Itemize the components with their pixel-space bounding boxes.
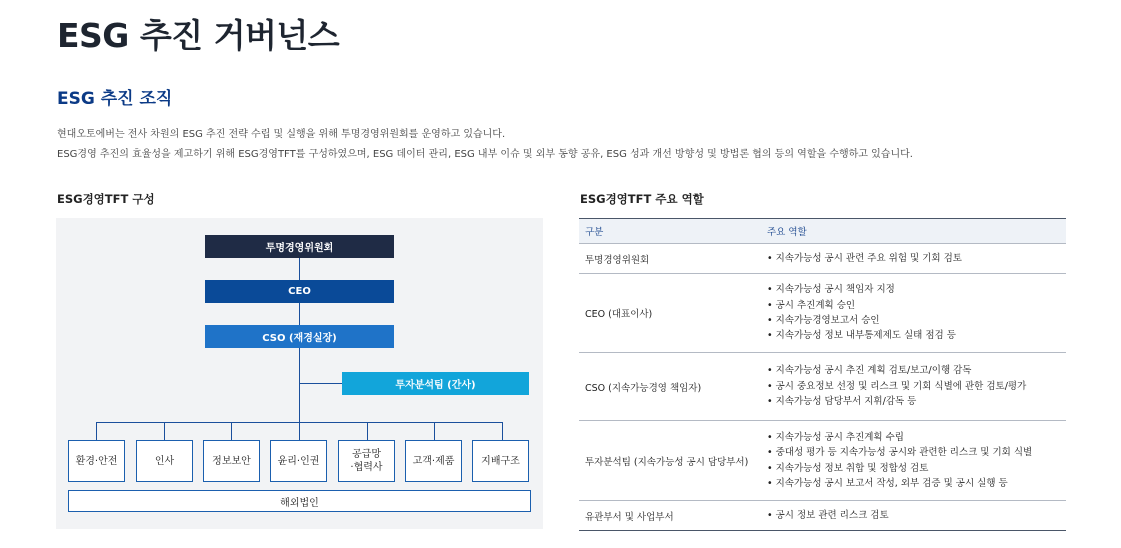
division-cell: 투자분석팀 (지속가능성 공시 담당부서) <box>579 421 761 501</box>
column-header-division: 구분 <box>579 219 761 244</box>
role-item: • 지속가능성 정보 취합 및 정합성 검토 <box>767 461 1060 476</box>
roles-table-title: ESG경영TFT 주요 역할 <box>580 192 704 206</box>
role-item: • 공시 중요정보 선정 및 리스크 및 기회 식별에 관한 검토/평가 <box>767 379 1060 394</box>
org-dept-customer-product: 고객·제품 <box>405 440 462 482</box>
table-row <box>579 353 1066 421</box>
roles-cell <box>761 421 1066 501</box>
intro-text <box>57 125 913 165</box>
role-item: • 지속가능성 공시 추진계획 수립 <box>767 430 1060 445</box>
table-row <box>579 421 1066 501</box>
role-item: • 중대성 평가 등 지속가능성 공시와 관련한 리스크 및 기회 식별 <box>767 445 1060 460</box>
division-cell: CSO (지속가능경영 책임자) <box>579 353 761 421</box>
role-item: • 지속가능성 담당부서 지휘/감독 등 <box>767 394 1060 409</box>
org-dept-governance: 지배구조 <box>472 440 529 482</box>
connector-line <box>96 422 502 423</box>
org-node-committee: 투명경영위원회 <box>205 235 394 258</box>
roles-cell <box>761 501 1066 531</box>
table-row <box>579 274 1066 353</box>
column-header-roles: 주요 역할 <box>761 219 1066 244</box>
division-cell: 유관부서 및 사업부서 <box>579 501 761 531</box>
table-row <box>579 244 1066 274</box>
connector-line <box>96 422 97 440</box>
org-node-investment-team: 투자분석팀 (간사) <box>342 372 529 395</box>
org-dept-info-security: 정보보안 <box>203 440 260 482</box>
org-node-ceo: CEO <box>205 280 394 303</box>
connector-line <box>299 383 342 384</box>
role-item: • 공시 추진계획 승인 <box>767 298 1060 313</box>
table-header-row <box>579 219 1066 244</box>
page-title: ESG 추진 거버넌스 <box>57 16 340 55</box>
org-dept-hr: 인사 <box>136 440 193 482</box>
connector-line <box>231 422 232 440</box>
roles-table <box>579 218 1066 531</box>
org-node-overseas: 해외법인 <box>68 490 531 512</box>
connector-line <box>367 422 368 440</box>
intro-line: 현대오토에버는 전사 차원의 ESG 추진 전략 수립 및 실행을 위해 투명경영위원회를 운영하고 있습니다. <box>57 129 506 140</box>
org-dept-ethics-human-rights: 윤리·인권 <box>270 440 327 482</box>
org-chart <box>56 218 543 529</box>
org-dept-supply-chain: 공급망 ·협력사 <box>338 440 395 482</box>
role-item: • 지속가능성 공시 관련 주요 위험 및 기회 검토 <box>767 251 1060 266</box>
role-item: • 지속가능성 정보 내부통제제도 실태 점검 등 <box>767 328 1060 343</box>
connector-line <box>164 422 165 440</box>
connector-line <box>434 422 435 440</box>
role-item: • 지속가능성 공시 추진 계획 검토/보고/이행 감독 <box>767 363 1060 378</box>
roles-cell <box>761 353 1066 421</box>
role-item: • 지속가능성 공시 책임자 지정 <box>767 282 1060 297</box>
org-chart-title: ESG경영TFT 구성 <box>57 192 155 206</box>
division-cell: CEO (대표이사) <box>579 274 761 353</box>
table-row <box>579 501 1066 531</box>
division-cell: 투명경영위원회 <box>579 244 761 274</box>
role-item: • 공시 정보 관련 리스크 검토 <box>767 508 1060 523</box>
intro-line: ESG경영 추진의 효율성을 제고하기 위해 ESG경영TFT를 구성하였으며, ESG 데이터 관리, ESG 내부 이슈 및 외부 동향 공유, ESG 성과 개선 방향성 및 방법론 협의 등의 역할을 수행하고 있습니다. <box>57 149 913 160</box>
roles-cell <box>761 274 1066 353</box>
org-dept-environment-safety: 환경·안전 <box>68 440 125 482</box>
role-item: • 지속가능경영보고서 승인 <box>767 313 1060 328</box>
roles-cell <box>761 244 1066 274</box>
section-title: ESG 추진 조직 <box>57 89 173 109</box>
org-node-cso: CSO (재경실장) <box>205 325 394 348</box>
connector-line <box>502 422 503 440</box>
role-item: • 지속가능성 공시 보고서 작성, 외부 검증 및 공시 실행 등 <box>767 476 1060 491</box>
